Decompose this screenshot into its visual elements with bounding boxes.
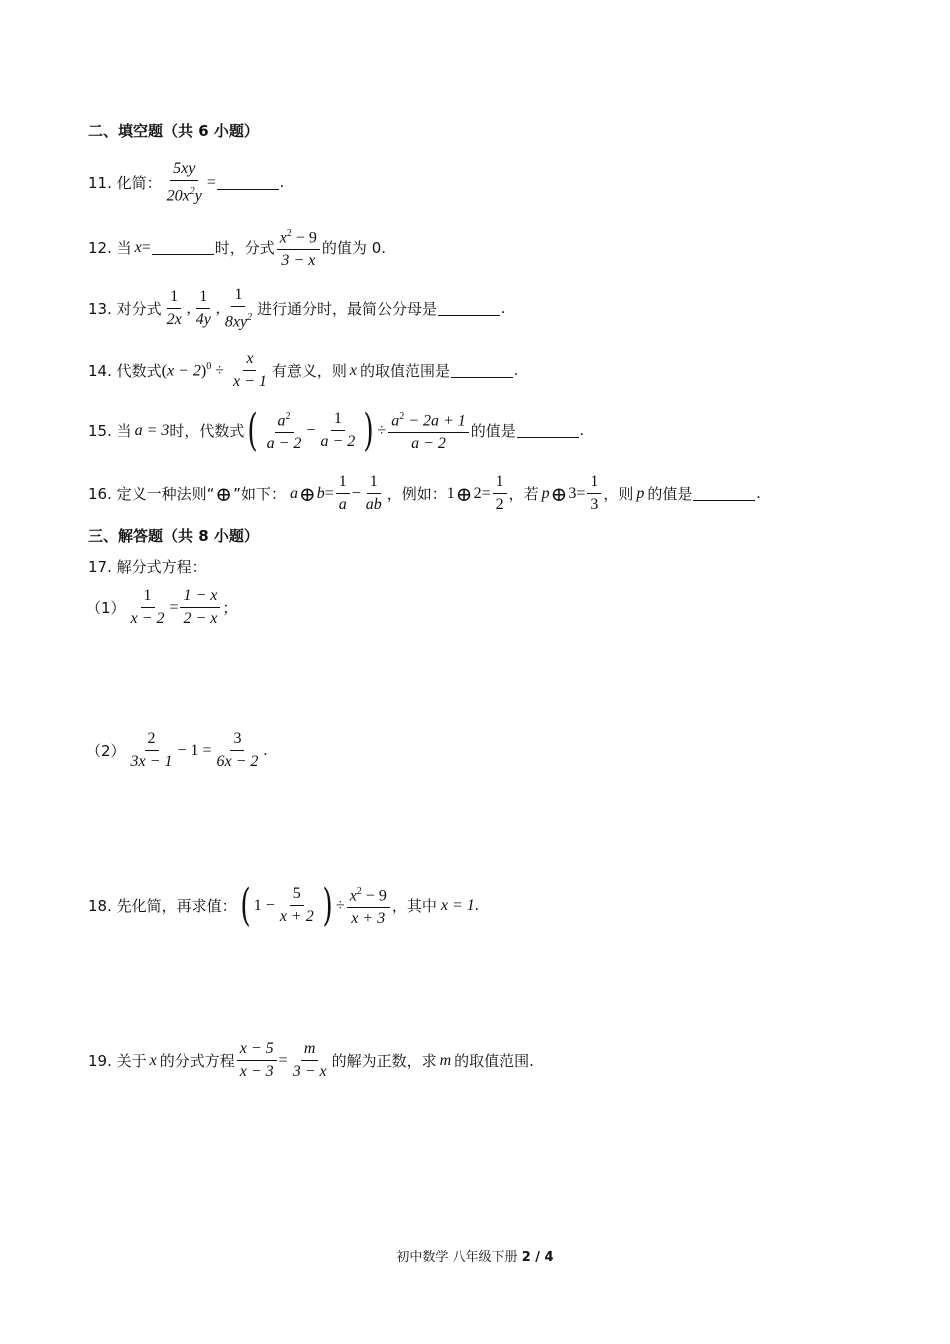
question-17-part-1: （1） $\frac{1}{x - 2}$ = $\frac{1 - x}{2 - x}$ ； bbox=[86, 587, 238, 627]
fraction: $\frac{1}{3}$ bbox=[587, 473, 601, 514]
fraction: $\frac{5xy}{20x^2y}$ bbox=[166, 160, 202, 205]
oplus-icon: ⊕ bbox=[215, 481, 233, 506]
fraction: $\frac{1}{8xy^2}$ bbox=[224, 286, 253, 331]
fraction: $\frac{x - 5}{x - 3}$ bbox=[237, 1040, 277, 1081]
question-17-part-2: （2） $\frac{2}{3x - 1}$ − 1 = $\frac{3}{6x - 2}$ . bbox=[86, 730, 268, 770]
fraction: $\frac{1}{4y}$ bbox=[195, 288, 211, 329]
page-number: 2 / 4 bbox=[521, 1250, 554, 1265]
answer-blank[interactable] bbox=[217, 175, 279, 190]
question-13: 13. 对分式 $\frac{1}{2x}$ , $\frac{1}{4y}$ , $\frac{1}{8xy^2}$ 进行通分时，最简公分母是 . bbox=[88, 286, 506, 331]
fraction: $\frac{1}{2}$ bbox=[493, 473, 507, 514]
fraction: $\frac{a^2}{a - 2}$ bbox=[264, 408, 305, 453]
fraction: $\frac{a^2 - 2a + 1}{a - 2}$ bbox=[388, 408, 469, 453]
fraction: $\frac{1}{2x}$ bbox=[166, 288, 182, 329]
fraction: $\frac{1}{a - 2}$ bbox=[320, 410, 356, 451]
question-16: 16. 定义一种法则“ ⊕ ”如下： a ⊕ b = $\frac{1}{a}$ − $\frac{1}{ab}$ ，例如： 1 ⊕ 2 = $\frac{1}{2}$ ，若 p ⊕ 3 = $\frac{1}{3}$ ，则 p 的值是 . bbox=[88, 473, 761, 513]
answer-blank[interactable] bbox=[693, 486, 755, 501]
fraction: $\frac{3}{6x - 2}$ bbox=[216, 730, 259, 770]
fraction: $\frac{5}{x + 2}$ bbox=[279, 885, 314, 926]
section-3-title: 三、解答题（共 8 小题） bbox=[88, 527, 259, 545]
question-12: 12. 当 x = 时，分式 $\frac{x^2 - 9}{3 - x}$ 的值为 0. bbox=[88, 225, 386, 270]
fraction: $\frac{1}{x - 2}$ bbox=[130, 587, 165, 627]
page-footer: 初中数学 八年级下册 2 / 4 bbox=[396, 1250, 554, 1265]
question-19: 19. 关于 x 的分式方程 $\frac{x - 5}{x - 3}$ = $\frac{m}{3 - x}$ 的解为正数，求 m 的取值范围. bbox=[88, 1040, 534, 1080]
answer-blank[interactable] bbox=[451, 363, 513, 378]
answer-blank[interactable] bbox=[152, 240, 214, 255]
question-15: 15. 当 a = 3 时，代数式 ( $\frac{a^2}{a - 2}$ − $\frac{1}{a - 2}$ ) ÷ $\frac{a^2 - 2a + 1}{a - 2}$ 的值是 . bbox=[88, 404, 584, 456]
fraction: $\frac{1}{ab}$ bbox=[365, 473, 382, 513]
fraction: $\frac{1 - x}{2 - x}$ bbox=[180, 587, 220, 628]
question-18: 18. 先化简，再求值： ( 1 − $\frac{5}{x + 2}$ ) ÷ $\frac{x^2 - 9}{x + 3}$ ，其中 x = 1 . bbox=[88, 879, 479, 931]
fraction: $\frac{x^2 - 9}{x + 3}$ bbox=[347, 883, 390, 928]
fraction: $\frac{2}{3x - 1}$ bbox=[130, 730, 173, 770]
question-17: 17. 解分式方程： bbox=[88, 558, 207, 576]
question-11: 11. 化简： $\frac{5xy}{20x^2y}$ = . bbox=[88, 160, 284, 205]
fraction: $\frac{m}{3 - x}$ bbox=[292, 1040, 327, 1080]
fraction: $\frac{x}{x - 1}$ bbox=[232, 350, 267, 390]
answer-blank[interactable] bbox=[438, 301, 500, 316]
question-14: 14. 代数式 $(x - 2)^0$ ÷ $\frac{x}{x - 1}$ 有意义，则 x 的取值范围是 . bbox=[88, 350, 519, 390]
answer-blank[interactable] bbox=[517, 423, 579, 438]
fraction: $\frac{1}{a}$ bbox=[336, 473, 350, 514]
fraction: $\frac{x^2 - 9}{3 - x}$ bbox=[277, 225, 320, 270]
section-2-title: 二、填空题（共 6 小题） bbox=[88, 122, 259, 140]
